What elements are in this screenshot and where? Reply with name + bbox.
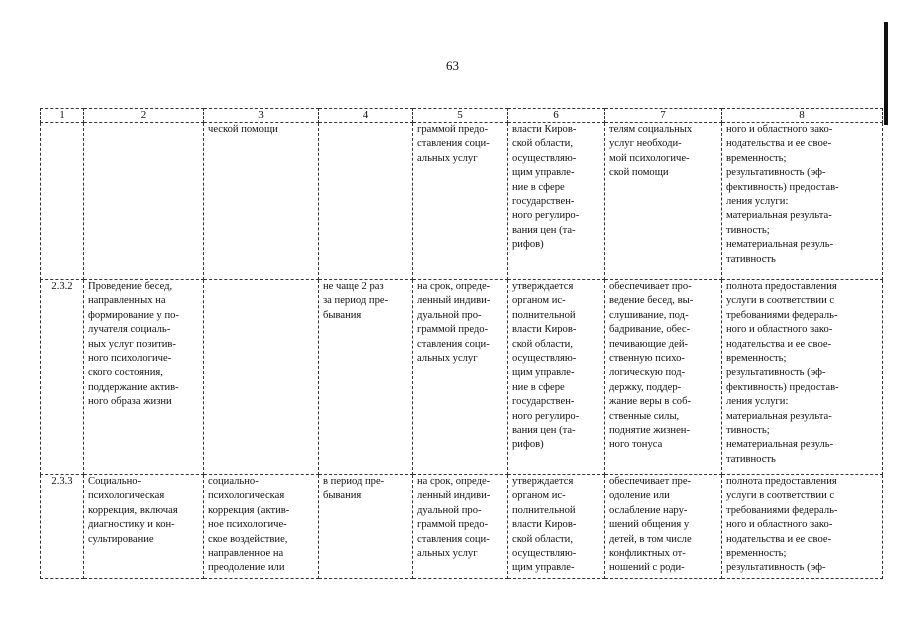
column-header: 7 [605,109,722,123]
page-number: 63 [446,58,459,73]
column-header: 4 [319,109,413,123]
service-description-cell: социально- психологическая коррекция (актив- ное психологиче- ское воздействие, направленное на преодоление или [204,475,319,579]
table-row [41,475,883,579]
conditions-cell: телям социальных услуг необходи- мой психологиче- ской помощи [605,123,722,280]
frequency-cell: не чаще 2 раз за период пре- бывания [319,280,413,475]
column-header: 8 [722,109,883,123]
tariff-cell: власти Киров- ской области, осуществляю- щим управле- ние в сфере государствен- ного регулиро- вания цен (та- рифов) [508,123,605,280]
row-number-cell: 2.3.2 [41,280,84,475]
quality-indicators-cell: ного и областного зако- нодательства и ее свое- временность; результативность (эф- фективность) предостав- ления услуги: материальная результа- тивность; нематериальная резуль- тативность [722,123,883,280]
frequency-cell [319,123,413,280]
service-name-cell [84,123,204,280]
frequency-cell: в период пре- бывания [319,475,413,579]
tariff-cell: утверждается органом ис- полнительной власти Киров- ской области, осуществляю- щим управле- [508,475,605,579]
quality-indicators-cell: полнота предоставления услуги в соответствии с требованиями федераль- ного и областного зако- нодательства и ее свое- временность; результативность (эф- [722,475,883,579]
service-description-cell [204,280,319,475]
services-table [40,108,883,579]
column-header: 5 [413,109,508,123]
column-header: 1 [41,109,84,123]
row-number-cell: 2.3.3 [41,475,84,579]
tariff-cell: утверждается органом ис- полнительной власти Киров- ской области, осуществляю- щим управле- ние в сфере государствен- ного регулиро- вания цен (та- рифов) [508,280,605,475]
table-row [41,123,883,280]
duration-cell: граммой предо- ставления соци- альных услуг [413,123,508,280]
conditions-cell: обеспечивает пре- одоление или ослабление нару- шений общения у детей, в том числе конфликтных от- ношений с роди- [605,475,722,579]
service-name-cell: Социально- психологическая коррекция, включая диагностику и кон- сультирование [84,475,204,579]
column-header: 6 [508,109,605,123]
service-name-cell: Проведение бесед, направленных на формирование у по- лучателя социаль- ных услуг позитив- ного психологиче- ского состояния, поддержание актив- ного образа жизни [84,280,204,475]
column-header: 3 [204,109,319,123]
scan-edge-mark [884,22,888,125]
table-row [41,280,883,475]
service-description-cell: ческой помощи [204,123,319,280]
row-number-cell [41,123,84,280]
duration-cell: на срок, опреде- ленный индиви- дуальной про- граммой предо- ставления соци- альных услуг [413,475,508,579]
duration-cell: на срок, опреде- ленный индиви- дуальной про- граммой предо- ставления соци- альных услуг [413,280,508,475]
header-row [41,109,883,123]
quality-indicators-cell: полнота предоставления услуги в соответствии с требованиями федераль- ного и областного зако- нодательства и ее свое- временность; результативность (эф- фективность) предостав- ления услуги: материальная результа- тивность; нематериальная резуль- тативность [722,280,883,475]
conditions-cell: обеспечивает про- ведение бесед, вы- слушивание, под- бадривание, обес- печивающие дей- ственную психо- логическую под- держку, поддер- жание веры в соб- ственные силы, поднятие жизнен- ного тонуса [605,280,722,475]
column-header: 2 [84,109,204,123]
